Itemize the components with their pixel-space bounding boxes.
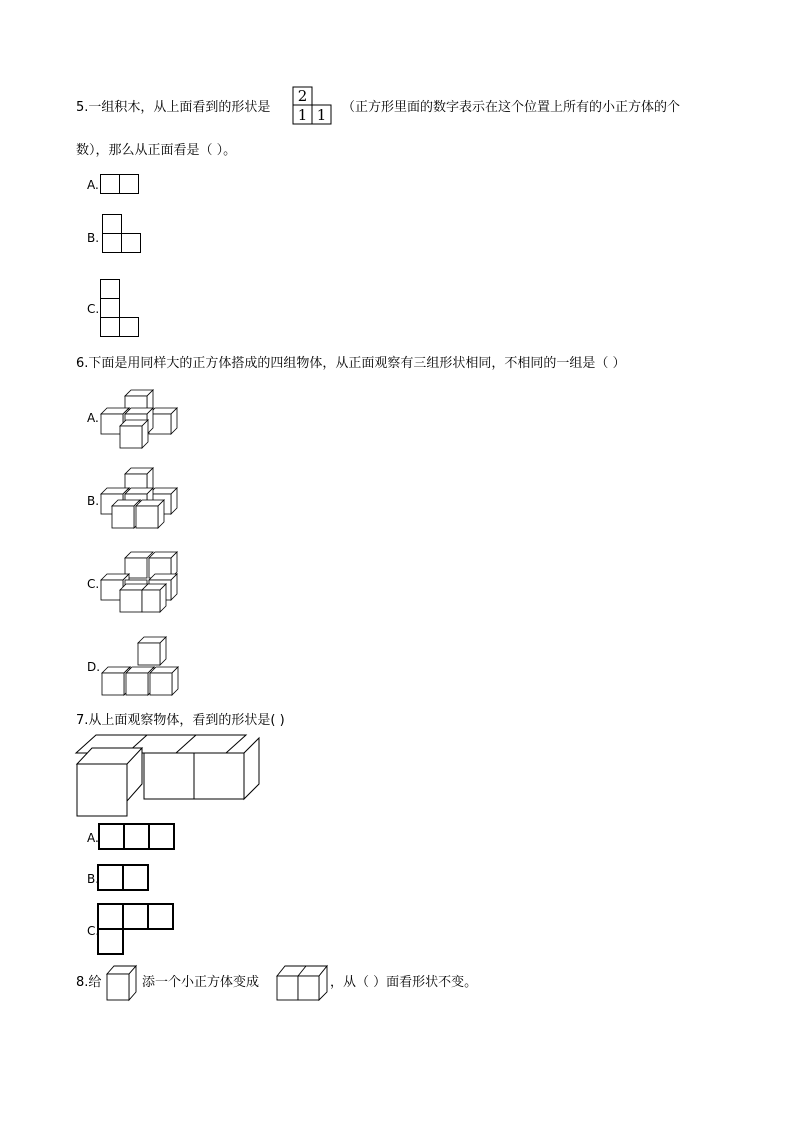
q5-text-before: 5.一组积木，从上面看到的形状是	[76, 100, 271, 115]
q8-text-middle: 添一个小正方体变成	[142, 975, 260, 990]
q6-option-b-label[interactable]: B.	[87, 494, 100, 508]
q5-top-view-figure	[292, 86, 332, 126]
q6-option-b-figure[interactable]	[98, 466, 184, 532]
q7-option-a-label[interactable]: A.	[87, 831, 99, 845]
q5-option-b-label[interactable]: B.	[87, 231, 100, 245]
q7-text: 7.从上面观察物体，看到的形状是( )	[76, 713, 285, 728]
q5-top-view-number: 1	[297, 106, 308, 124]
q6-option-c-figure[interactable]	[98, 550, 184, 616]
q8-single-cube-figure	[106, 962, 140, 1002]
q5-text-after: （正方形里面的数字表示在这个位置上所有的小正方体的个	[342, 100, 681, 115]
q7-option-a-figure[interactable]	[98, 823, 178, 851]
q6-option-a-label[interactable]: A.	[87, 411, 99, 425]
q8-text-before: 8.给	[76, 975, 102, 990]
q8-text-after: ，从（ ）面看形状不变。	[330, 975, 478, 990]
q5-option-b-figure[interactable]	[102, 214, 142, 254]
q5-top-view-number: 2	[297, 87, 308, 105]
q7-option-b-label[interactable]: B.	[87, 872, 100, 886]
q7-option-b-figure[interactable]	[97, 864, 153, 892]
q6-option-a-figure[interactable]	[98, 388, 184, 452]
q7-option-c-figure[interactable]	[97, 903, 177, 957]
q7-object-figure	[76, 734, 262, 818]
q5-top-view-number: 1	[316, 106, 327, 124]
q5-option-a-label[interactable]: A.	[87, 178, 99, 192]
q6-text: 6.下面是用同样大的正方体搭成的四组物体，从正面观察有三组形状相同，不相同的一组是（ ）	[76, 356, 626, 371]
q5-option-c-label[interactable]: C.	[87, 302, 100, 316]
q6-option-c-label[interactable]: C.	[87, 577, 100, 591]
q7-option-c-label[interactable]: C.	[87, 924, 100, 938]
q8-double-cube-figure	[276, 962, 330, 1002]
q5-option-c-figure[interactable]	[100, 279, 140, 337]
q6-option-d-figure[interactable]	[98, 633, 184, 699]
q6-option-d-label[interactable]: D.	[87, 660, 101, 674]
q5-option-a-figure[interactable]	[100, 174, 140, 194]
q5-text-line2: 数），那么从正面看是（ ）。	[76, 143, 237, 158]
